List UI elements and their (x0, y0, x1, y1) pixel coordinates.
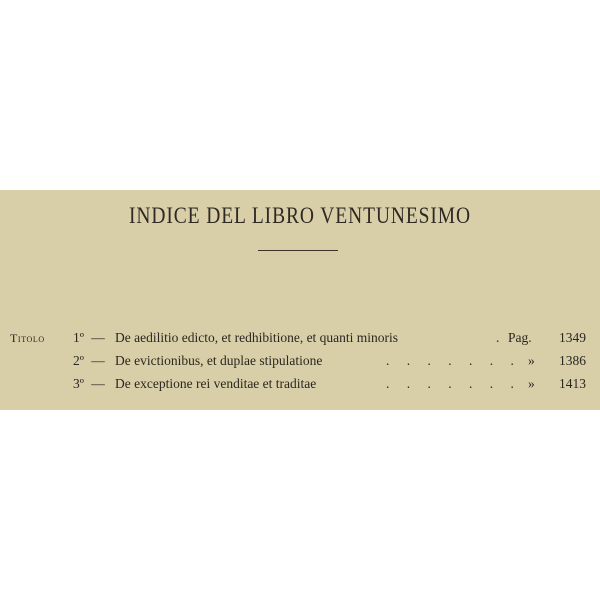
entry-leader: . . . . . . . (386, 376, 521, 391)
entry-leader: . (496, 330, 507, 345)
entry-dash: — (91, 330, 105, 345)
entry-leader: . . . . . . . (386, 353, 521, 368)
entry-title: De evictionibus, et duplae stipulatione (115, 353, 323, 368)
page-number: 1413 (559, 376, 586, 391)
page-label: » (528, 376, 535, 391)
page-number: 1386 (559, 353, 586, 368)
index-title: INDICE DEL LIBRO VENTUNESIMO (128, 204, 472, 229)
page-number: 1349 (559, 330, 586, 345)
entry-number: 1º (73, 330, 84, 345)
page-label: Pag. (508, 330, 532, 345)
titolo-label: Titolo (10, 331, 45, 345)
title-divider (258, 250, 338, 251)
paper-sheet (0, 190, 600, 410)
entry-title: De exceptione rei venditae et traditae (115, 376, 317, 391)
entry-dash: — (91, 353, 105, 368)
entry-number: 3º (73, 376, 84, 391)
entry-dash: — (91, 376, 105, 391)
entry-title: De aedilitio edicto, et redhibitione, et quanti minoris (115, 330, 399, 345)
entry-number: 2º (73, 353, 84, 368)
page-label: » (528, 353, 535, 368)
